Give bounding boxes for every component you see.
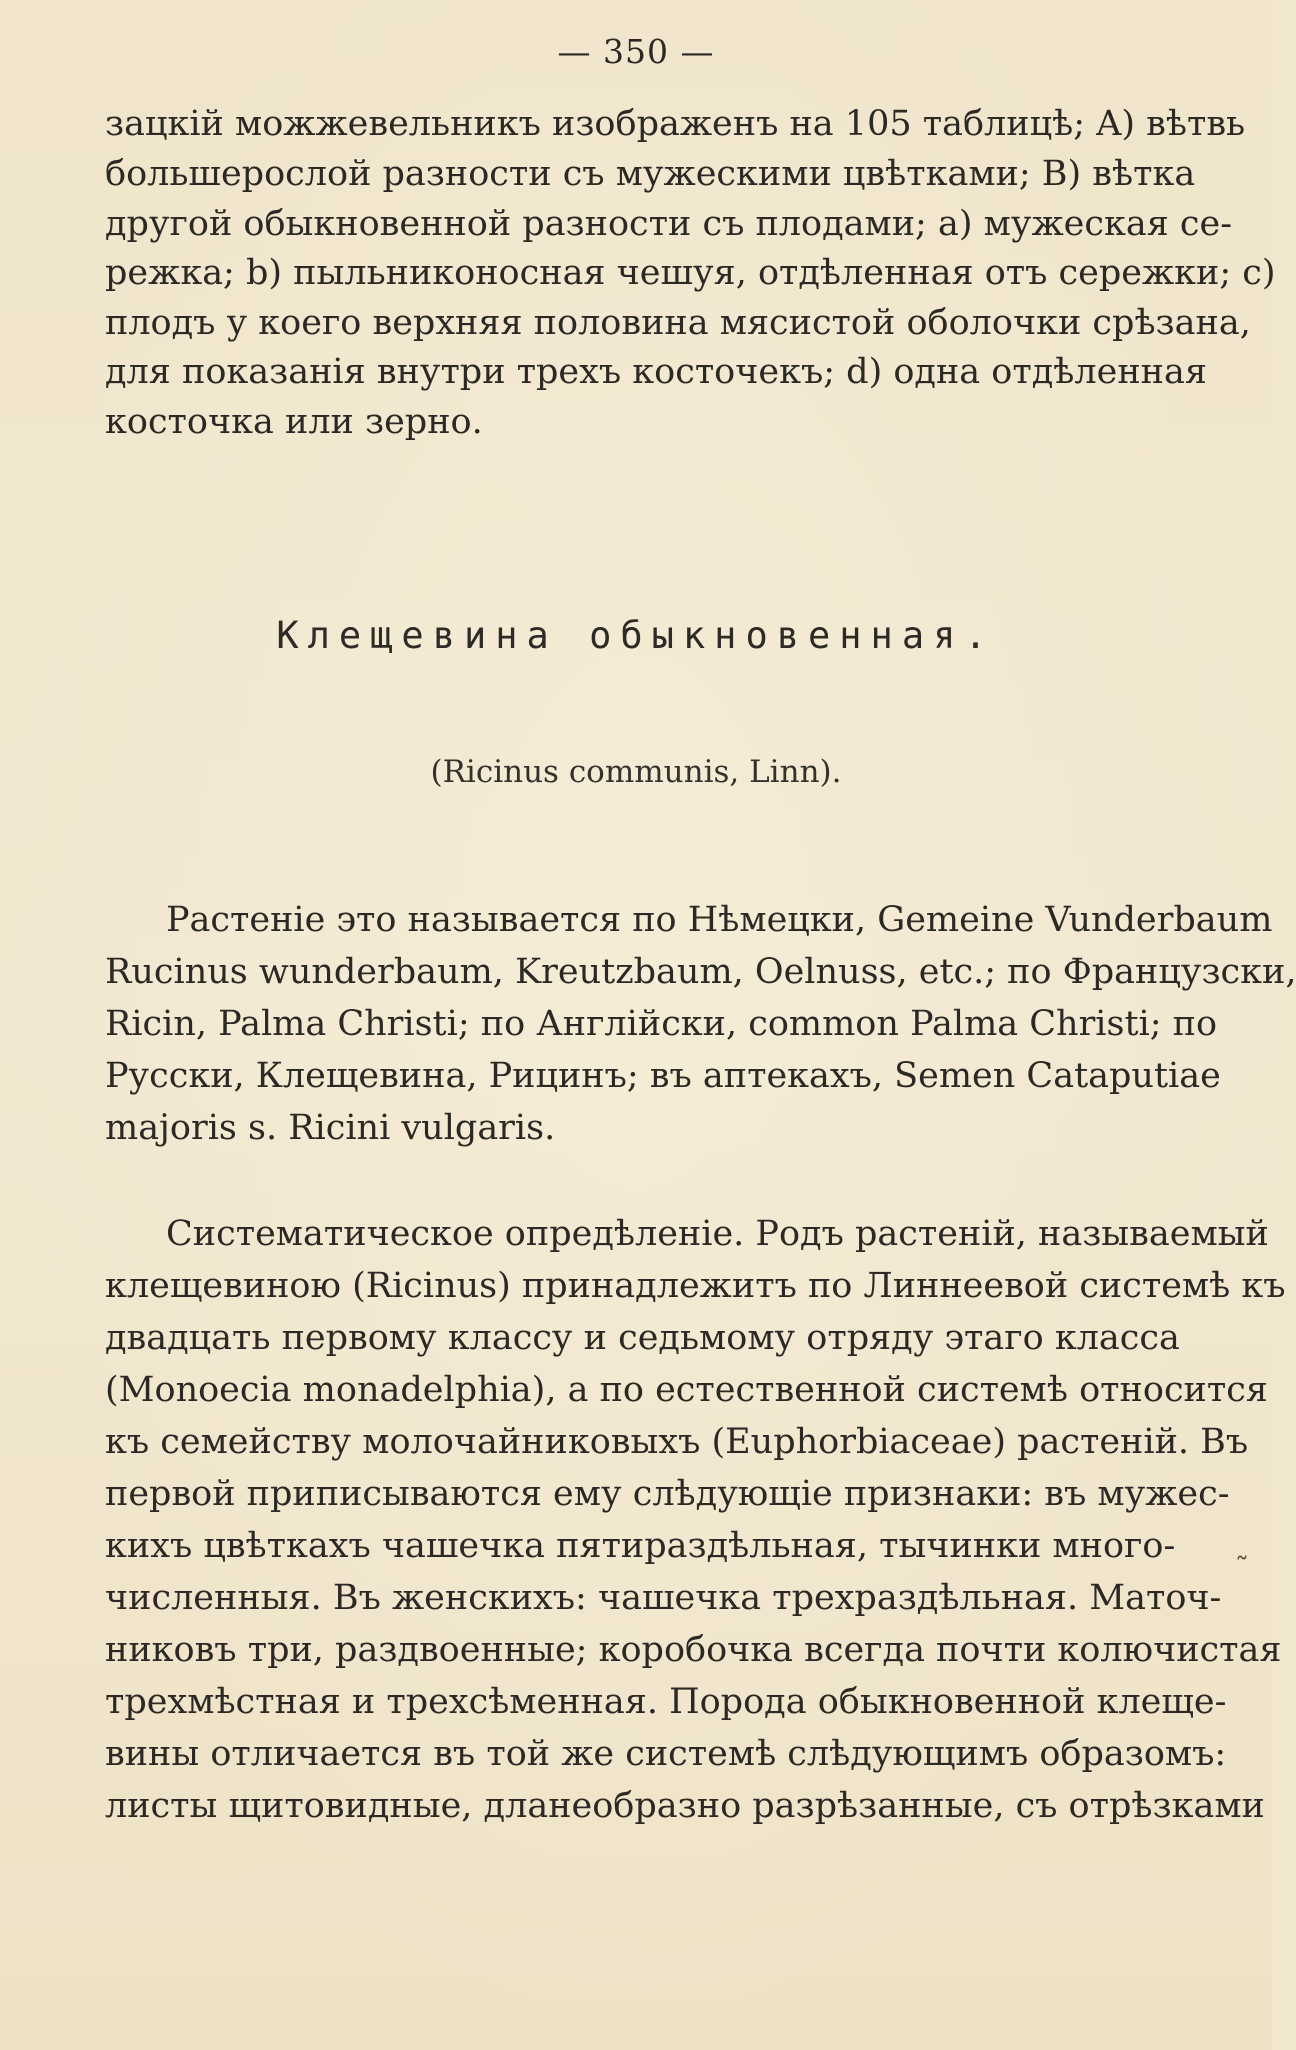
text-line: (Monoecia monadelphia), а по естественной системѣ относится	[105, 1370, 1268, 1410]
text-line: вины отличается въ той же системѣ слѣдующимъ образомъ:	[105, 1734, 1227, 1774]
margin-mark: ˷	[1235, 1528, 1249, 1561]
text-line: большерослой разности съ мужескими цвѣтками; B) вѣтка	[105, 154, 1196, 194]
text-line: клещевиною (Ricinus) принадлежитъ по Линнеевой системѣ къ	[105, 1266, 1286, 1306]
text-line: Ricin, Palma Christi; по Англійски, common Palma Christi; по	[105, 1004, 1218, 1044]
text-line: листы щитовидные, дланеобразно разрѣзанные, съ отрѣзками	[105, 1786, 1265, 1826]
text-line: первой приписываются ему слѣдующіе признаки: въ мужес-	[105, 1474, 1230, 1514]
text-line: для показанія внутри трехъ косточекъ; d) одна отдѣленная	[105, 352, 1207, 392]
text-line: численныя. Въ женскихъ: чашечка трехраздѣльная. Маточ-	[105, 1578, 1222, 1618]
text-line: кихъ цвѣткахъ чашечка пятираздѣльная, тычинки много-	[105, 1526, 1176, 1566]
text-line: плодъ у коего верхняя половина мясистой оболочки срѣзана,	[105, 303, 1251, 343]
text-line: Rucinus wunderbaum, Kreutzbaum, Oelnuss, etc.; по Французски,	[105, 952, 1296, 992]
text-line: другой обыкновенной разности съ плодами; a) мужеская се-	[105, 204, 1233, 244]
text-line: Русски, Клещевина, Рицинъ; въ аптекахъ, Semen Cataputiae	[105, 1056, 1221, 1096]
text-line: никовъ три, раздвоенные; коробочка всегда почти колючистая	[105, 1630, 1282, 1670]
section-title: Клещевина обыкновенная.	[276, 614, 996, 657]
text-line: Систематическое опредѣленіе. Родъ растеній, называемый	[166, 1214, 1269, 1254]
text-line: косточка или зерно.	[105, 402, 483, 442]
text-line: Растеніе это называется по Нѣмецки, Gemeine Vunderbaum	[166, 900, 1273, 940]
text-line: двадцать первому классу и седьмому отряду этаго класса	[105, 1318, 1180, 1358]
text-line: трехмѣстная и трехсѣменная. Порода обыкновенной клеще-	[105, 1682, 1227, 1722]
text-line: зацкій можжевельникъ изображенъ на 105 таблицѣ; A) вѣтвь	[105, 104, 1246, 144]
text-line: majoris s. Ricini vulgaris.	[105, 1108, 556, 1148]
text-line: къ семейству молочайниковыхъ (Euphorbiaceae) растеній. Въ	[105, 1422, 1249, 1462]
latin-name: (Ricinus communis, Linn).	[430, 754, 842, 790]
text-line: режка; b) пыльниконосная чешуя, отдѣленная отъ сережки; c)	[105, 253, 1276, 293]
page-number: — 350 —	[557, 32, 715, 71]
